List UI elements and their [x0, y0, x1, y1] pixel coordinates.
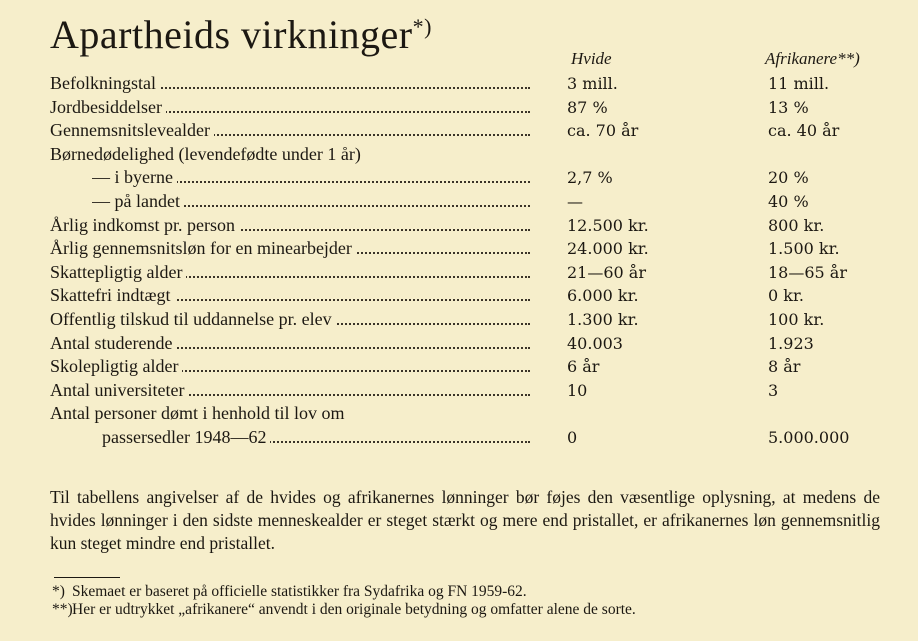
table-row: [50, 166, 910, 190]
table-row: [50, 332, 910, 356]
row-label: Offentlig tilskud til uddannelse pr. elev: [50, 308, 530, 331]
row-label: Skattepligtig alder: [50, 261, 530, 284]
table-row: [50, 237, 910, 261]
table-row: [50, 426, 910, 450]
value-whites: 6 år: [567, 357, 600, 377]
table-row: [50, 143, 910, 167]
table-row: [50, 190, 910, 214]
row-label: — på landet: [92, 190, 530, 213]
value-whites: 40.003: [567, 333, 623, 353]
value-whites: 10: [567, 380, 588, 400]
value-africans: 100 kr.: [768, 309, 825, 329]
row-label: Antal personer dømt i henhold til lov om: [50, 402, 550, 425]
table-row: [50, 96, 910, 120]
row-label: Befolkningstal: [50, 72, 530, 95]
table-row: [50, 355, 910, 379]
value-africans: 0 kr.: [768, 286, 804, 306]
value-whites: 87 %: [567, 97, 608, 117]
footnote-text: Skemaet er baseret på officielle statistikker fra Sydafrika og FN 1959-62.: [72, 583, 527, 600]
value-whites: 1.300 kr.: [567, 309, 639, 329]
value-africans: 40 %: [768, 191, 809, 211]
row-label: Jordbesiddelser: [50, 96, 530, 119]
value-africans: 800 kr.: [768, 215, 825, 235]
page-title: [50, 4, 432, 58]
footnote-text: Her er udtrykket „afrikanere“ anvendt i den originale betydning og omfatter alene de sorte.: [72, 601, 636, 618]
explanatory-note: Til tabellens angivelser af de hvides og afrikanernes lønninger bør føjes den væsentlige oplysning, at medens de hvides lønninger i den sidste menneskealder er steget stærkt og mere end pristallet, er afrikanernes løn gennemsnitlig kun steget mindre end pristallet.: [50, 487, 880, 553]
row-label: Årlig gennemsnitsløn for en minearbejder: [50, 237, 530, 260]
value-africans: 1.923: [768, 333, 814, 353]
column-header-whites: Hvide: [571, 49, 612, 68]
value-whites: —: [567, 191, 583, 211]
row-label: Skolepligtig alder: [50, 355, 530, 378]
column-header-africans: Afrikanere**): [765, 49, 860, 68]
table-row: [50, 261, 910, 285]
row-label: Antal universiteter: [50, 379, 530, 402]
table-row: [50, 402, 910, 426]
value-africans: 11 mill.: [768, 74, 830, 93]
table-row: [50, 214, 910, 238]
comparison-table: [50, 72, 910, 450]
table-row: [50, 308, 910, 332]
footnote-marker: **): [52, 601, 73, 618]
value-whites: 3 mill.: [567, 74, 618, 93]
value-whites: 6.000 kr.: [567, 286, 639, 306]
table-row: [50, 119, 910, 143]
title-text: Apartheids virkninger: [50, 12, 413, 57]
row-label: — i byerne: [92, 166, 530, 189]
title-footnote-marker: *): [412, 14, 432, 39]
footnote-divider: [54, 577, 120, 578]
value-africans: 1.500 kr.: [768, 239, 840, 259]
table-row: [50, 72, 910, 96]
row-label: passersedler 1948—62: [102, 426, 530, 449]
value-whites: 24.000 kr.: [567, 239, 649, 259]
footnote: [52, 583, 527, 601]
value-whites: 2,7 %: [567, 168, 613, 188]
row-label: Børnedødelighed (levendefødte under 1 år): [50, 143, 550, 166]
footnote: [52, 601, 636, 619]
value-africans: 8 år: [768, 357, 801, 377]
row-label: Skattefri indtægt: [50, 284, 530, 307]
value-africans: 18—65 år: [768, 262, 847, 282]
value-africans: 5.000.000: [768, 427, 850, 447]
value-whites: 21—60 år: [567, 262, 646, 282]
value-whites: 12.500 kr.: [567, 215, 649, 235]
row-label: Gennemsnitslevealder: [50, 119, 530, 142]
value-africans: 20 %: [768, 168, 809, 188]
row-label: Årlig indkomst pr. person: [50, 214, 530, 237]
value-africans: 13 %: [768, 97, 809, 117]
value-africans: 3: [768, 380, 779, 400]
footnote-marker: *): [52, 583, 65, 600]
value-whites: ca. 70 år: [567, 121, 639, 141]
row-label: Antal studerende: [50, 332, 530, 355]
value-africans: ca. 40 år: [768, 121, 840, 141]
table-row: [50, 379, 910, 403]
value-whites: 0: [567, 427, 578, 447]
table-row: [50, 284, 910, 308]
